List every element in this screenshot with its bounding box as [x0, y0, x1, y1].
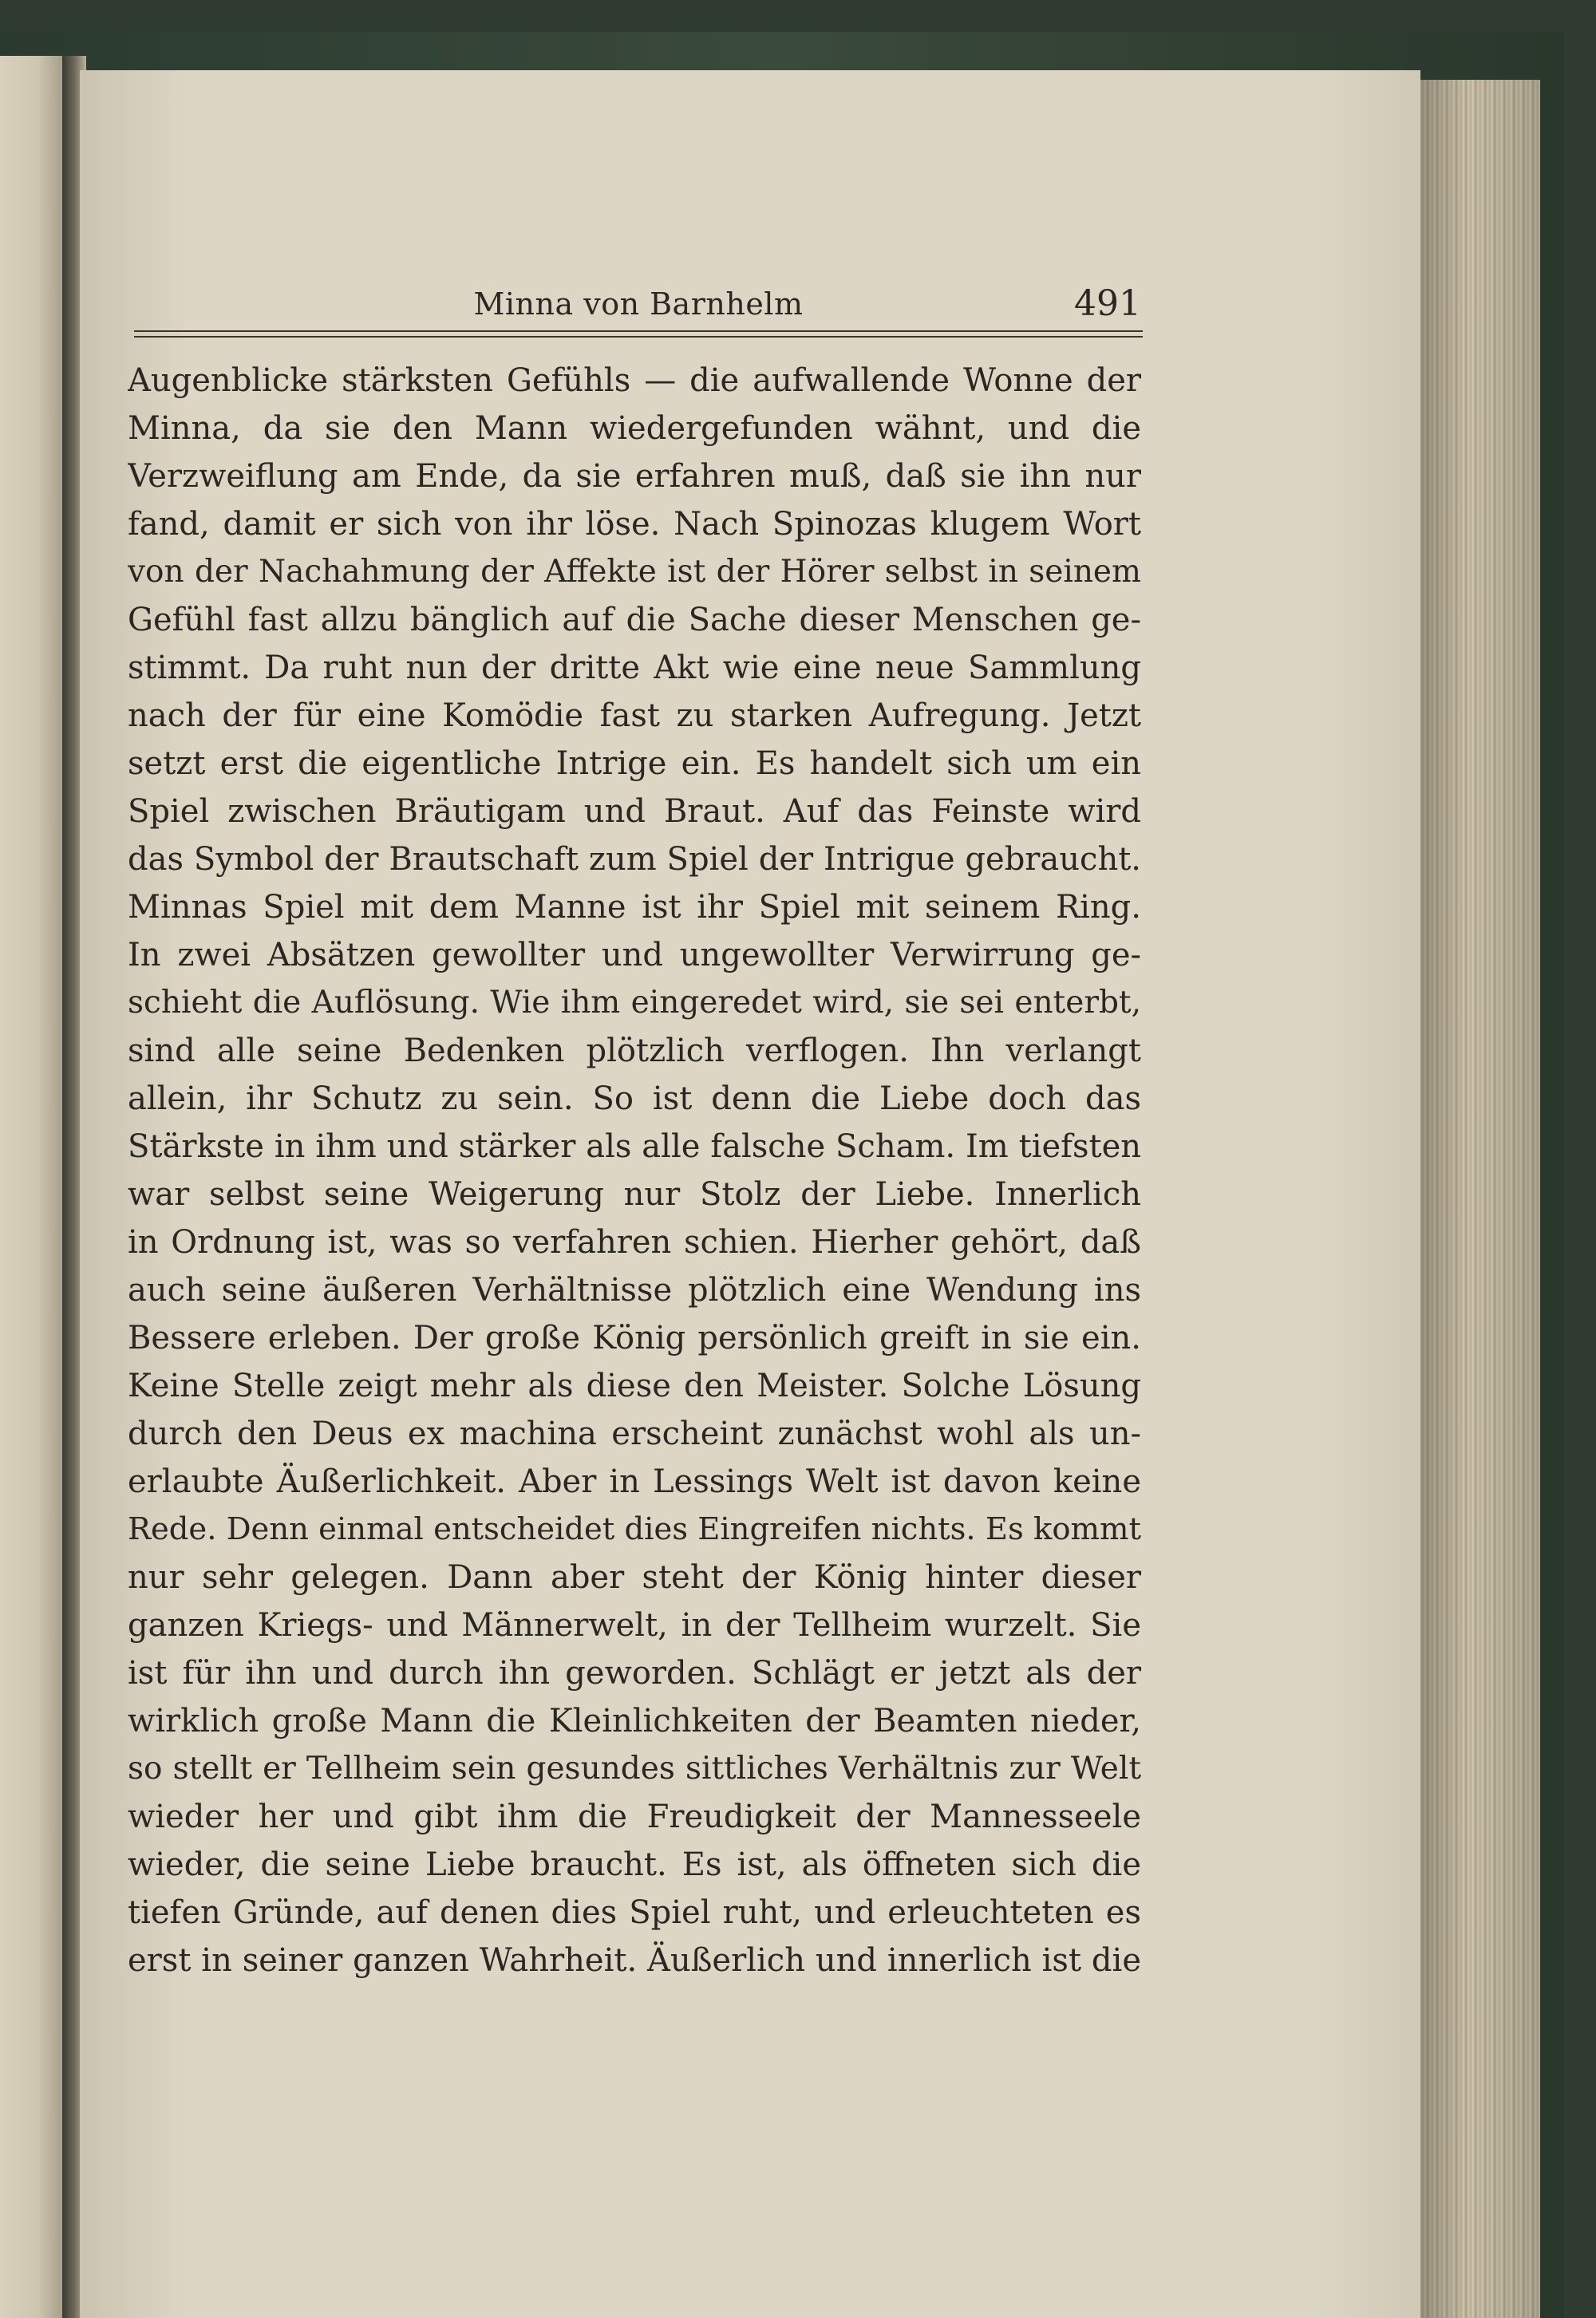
text-line: so stellt er Tellheim sein gesundes sittliches Verhältnis zur Welt: [128, 1751, 1141, 1787]
text-line: Gefühl fast allzu bänglich auf die Sache dieser Menschen ge-: [128, 602, 1141, 638]
text-line: erlaubte Äußerlichkeit. Aber in Lessings Welt ist davon keine: [128, 1463, 1141, 1500]
body-text: [128, 357, 1141, 1984]
header-rule: [134, 330, 1143, 338]
text-line: auch seine äußeren Verhältnisse plötzlich eine Wendung ins: [128, 1272, 1141, 1309]
text-line: war selbst seine Weigerung nur Stolz der Liebe. Innerlich: [128, 1176, 1141, 1213]
text-line: Rede. Denn einmal entscheidet dies Eingreifen nichts. Es kommt: [128, 1511, 1141, 1547]
text-line: setzt erst die eigentliche Intrige ein. Es handelt sich um ein: [128, 745, 1141, 782]
text-line: allein, ihr Schutz zu sein. So ist denn die Liebe doch das: [128, 1080, 1141, 1117]
page-number: 491: [1074, 283, 1141, 324]
text-line: das Symbol der Brautschaft zum Spiel der Intrigue gebraucht.: [128, 841, 1141, 878]
text-line: wirklich große Mann die Kleinlichkeiten der Beamten nieder,: [128, 1703, 1141, 1739]
text-line: erst in seiner ganzen Wahrheit. Äußerlich und innerlich ist die: [128, 1942, 1141, 1979]
text-line: fand, damit er sich von ihr löse. Nach Spinozas klugem Wort: [128, 506, 1141, 543]
text-line: schieht die Auflösung. Wie ihm eingeredet wird, sie sei enterbt,: [128, 985, 1141, 1021]
text-line: wieder her und gibt ihm die Freudigkeit der Mannesseele: [128, 1799, 1141, 1835]
left-page-edge: [0, 56, 62, 2318]
text-line: durch den Deus ex machina erscheint zunächst wohl als un-: [128, 1416, 1141, 1452]
text-line: nach der für eine Komödie fast zu starken Aufregung. Jetzt: [128, 697, 1141, 734]
text-line: ganzen Kriegs- und Männerwelt, in der Tellheim wurzelt. Sie: [128, 1607, 1141, 1644]
text-line: sind alle seine Bedenken plötzlich verflogen. Ihn verlangt: [128, 1033, 1141, 1069]
text-line: Bessere erleben. Der große König persönlich greift in sie ein.: [128, 1320, 1141, 1356]
text-line: Keine Stelle zeigt mehr als diese den Meister. Solche Lösung: [128, 1368, 1141, 1404]
text-line: stimmt. Da ruht nun der dritte Akt wie eine neue Sammlung: [128, 650, 1141, 686]
text-line: Stärkste in ihm und stärker als alle falsche Scham. Im tiefsten: [128, 1128, 1141, 1165]
text-line: In zwei Absätzen gewollter und ungewollter Verwirrung ge-: [128, 937, 1141, 973]
text-line: Minna, da sie den Mann wiedergefunden wähnt, und die: [128, 410, 1141, 447]
text-line: wieder, die seine Liebe braucht. Es ist, als öffneten sich die: [128, 1846, 1141, 1883]
page-fore-edge-shade: [1420, 80, 1540, 2318]
text-line: Spiel zwischen Bräutigam und Braut. Auf das Feinste wird: [128, 793, 1141, 830]
text-line: Minnas Spiel mit dem Manne ist ihr Spiel mit seinem Ring.: [128, 889, 1141, 926]
text-line: ist für ihn und durch ihn geworden. Schlägt er jetzt als der: [128, 1655, 1141, 1692]
text-line: Augenblicke stärksten Gefühls — die aufwallende Wonne der: [128, 362, 1141, 399]
text-line: von der Nachahmung der Affekte ist der Hörer selbst in seinem: [128, 554, 1141, 590]
running-title: Minna von Barnhelm: [473, 286, 804, 322]
text-line: Verzweiflung am Ende, da sie erfahren muß, daß sie ihn nur: [128, 458, 1141, 495]
text-line: nur sehr gelegen. Dann aber steht der König hinter dieser: [128, 1559, 1141, 1596]
text-line: in Ordnung ist, was so verfahren schien. Hierher gehört, daß: [128, 1224, 1141, 1261]
text-line: tiefen Gründe, auf denen dies Spiel ruht, und erleuchteten es: [128, 1894, 1141, 1931]
running-header: [136, 283, 1141, 331]
